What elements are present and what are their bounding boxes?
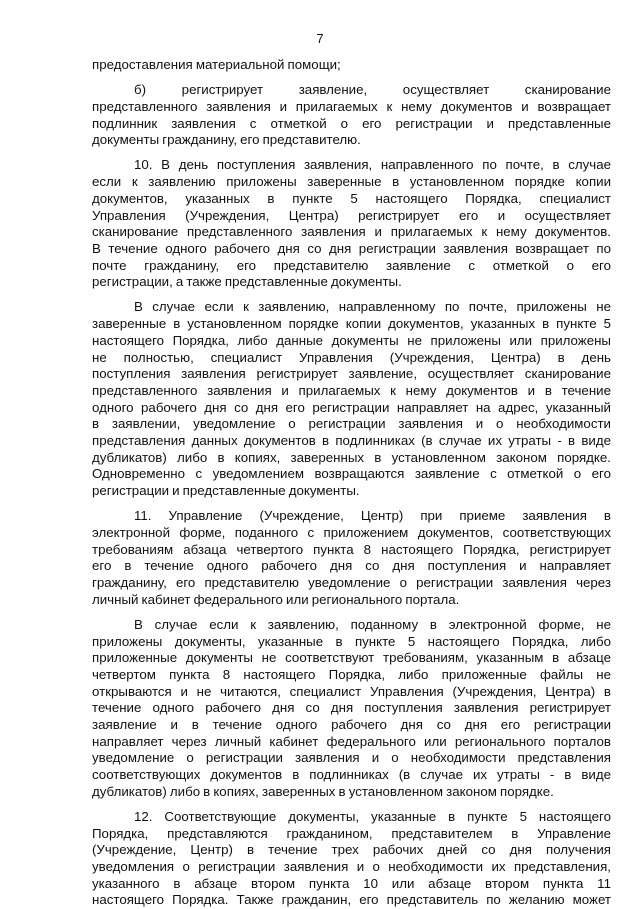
text-line: гражданину, его представителю уведомление о регистрации заявления через <box>92 574 611 590</box>
paragraph-gap <box>92 291 611 300</box>
text-line: указанного в абзаце втором пункта 10 или абзаце втором пункта 11 <box>92 875 611 891</box>
text-line: уведомления о регистрации заявления и о необходимости их представления, <box>92 858 611 874</box>
text-line: одного рабочего дня со дня его регистрации направляет на адрес, указанный <box>92 399 611 415</box>
page-number: 7 <box>316 31 324 46</box>
paragraph-gap <box>92 800 611 809</box>
text-line: заявление и в течение одного рабочего дня со дня его регистрации <box>92 716 611 732</box>
text-line: 12. Соответствующие документы, указанные в пункте 5 настоящего <box>134 808 611 824</box>
text-line: требованиям абзаца четвертого пункта 8 настоящего Порядка, регистрирует <box>92 541 611 557</box>
paragraph-gap <box>92 500 611 509</box>
text-line: его в течение одного рабочего дня со дня поступления и направляет <box>92 558 611 574</box>
text-line: Одновременно с уведомлением возвращаются заявление с отметкой о его <box>92 466 611 482</box>
text-line: (Учреждение, Центр) в течение трех рабочих дней со дня получения <box>92 842 611 858</box>
paragraph <box>92 508 611 608</box>
text-line: регистрации и представленные документы. <box>92 483 360 498</box>
paragraph-gap <box>92 74 611 83</box>
paragraph <box>92 299 611 499</box>
paragraph <box>92 82 611 149</box>
text-line: если к заявлению приложены заверенные в установленном порядке копии <box>92 174 611 190</box>
text-line: дубликатов) либо в копиях, заверенных в установленном законом порядке. <box>92 449 611 465</box>
text-line: настоящего Порядка. Также гражданин, его представитель по желанию может <box>92 892 611 908</box>
text-line: подлинник заявления с отметкой о его регистрации и представленные <box>92 115 611 131</box>
paragraph <box>92 617 611 801</box>
paragraph <box>92 157 611 291</box>
text-line: не полностью, специалист Управления (Учреждения, Центра) в день <box>92 349 611 365</box>
text-line: течение одного рабочего дня со дня поступления заявления регистрирует <box>92 700 611 716</box>
text-line: представленного заявления и прилагаемых к нему документов и возвращает <box>92 98 611 114</box>
paragraph-gap <box>92 608 611 617</box>
text-line: Порядка, представляются гражданином, представителем в Управление <box>92 825 611 841</box>
document-body <box>92 57 611 909</box>
text-line: В течение одного рабочего дня со дня регистрации заявления возвращает по <box>92 240 611 256</box>
text-line: предоставления материальной помощи; <box>92 57 341 72</box>
text-line: соответствующих документов в подлинниках (в случае их утраты - в виде <box>92 767 611 782</box>
text-line: документов, указанных в пункте 5 настоящего Порядка, специалист <box>92 190 611 206</box>
text-line: поступления заявления регистрирует заявление, осуществляет сканирование <box>92 366 611 382</box>
paragraph-gap <box>92 149 611 158</box>
text-line: личный кабинет федерального или регионального портала. <box>92 591 460 607</box>
text-line: 11. Управление (Учреждение, Центр) при приеме заявления в <box>134 508 611 524</box>
text-line: электронной форме, поданного с приложением документов, соответствующих <box>92 524 611 540</box>
text-line: представления данных документов в подлинниках (в случае их утраты - в виде <box>92 432 611 448</box>
text-line: в заявлении, уведомление о регистрации заявления и о необходимости <box>92 416 611 432</box>
text-line: уведомление о регистрации заявления и о необходимости представления <box>92 750 611 766</box>
text-line: В случае если к заявлению, поданному в электронной форме, не <box>134 616 611 632</box>
text-line: почте гражданину, его представителю заявление с отметкой о его <box>92 257 611 273</box>
text-line: заверенные в установленном порядке копии документов, указанных в пункте 5 <box>92 316 611 332</box>
text-line: приложенные документы не соответствуют требованиям, указанным в абзаце <box>92 650 611 666</box>
text-line: сканирование представленного заявления и прилагаемых к нему документов. <box>92 224 611 240</box>
text-line: приложены документы, указанные в пункте 5 настоящего Порядка, либо <box>92 633 611 649</box>
text-line: 10. В день поступления заявления, направленного по почте, в случае <box>134 157 611 173</box>
text-line: регистрации, а также представленные документы. <box>92 274 402 290</box>
text-line: б) регистрирует заявление, осуществляет сканирование <box>134 82 611 98</box>
paragraph <box>92 809 611 909</box>
text-line: В случае если к заявлению, направленному по почте, приложены не <box>134 299 611 315</box>
text-line: направляет через личный кабинет федерального или регионального порталов <box>92 733 611 749</box>
text-line: Управления (Учреждения, Центра) регистрирует его и осуществляет <box>92 207 611 223</box>
text-line: открываются и не читаются, специалист Управления (Учреждения, Центра) в <box>92 683 611 699</box>
text-line: настоящего Порядка, либо данные документы не приложены или приложены <box>92 332 611 348</box>
text-line: документы гражданину, его представителю. <box>92 132 361 148</box>
text-line: представленного заявления и прилагаемых к нему документов и в течение <box>92 382 611 398</box>
text-line: дубликатов) либо в копиях, заверенных в установленном законом порядке. <box>92 783 554 799</box>
paragraph <box>92 57 611 74</box>
text-line: четвертом пункта 8 настоящего Порядка, либо приложенные файлы не <box>92 666 611 682</box>
